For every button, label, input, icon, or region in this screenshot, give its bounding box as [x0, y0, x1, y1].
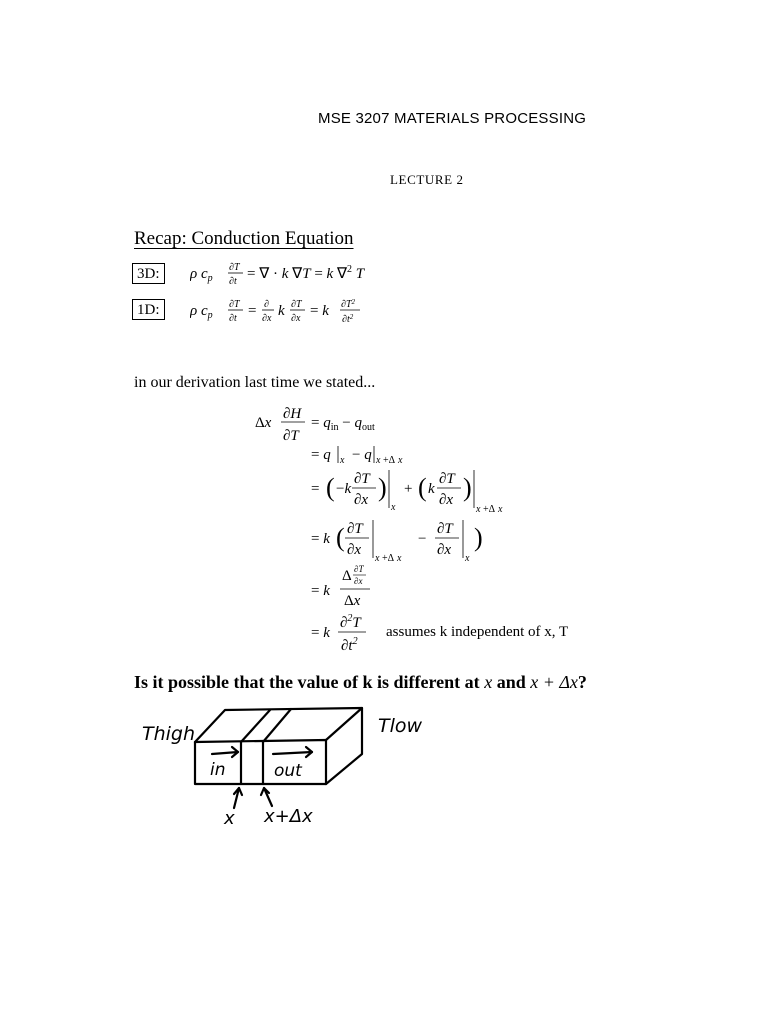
svg-text:∂2T: ∂$^2$T: [340, 613, 361, 631]
question-part: ?: [577, 672, 587, 692]
svg-text:ρ cp: ρ $c_p$: [190, 303, 213, 321]
derivation-equations: [250, 400, 550, 660]
svg-text:k: k: [278, 303, 285, 319]
svg-text:(: (: [418, 473, 427, 502]
svg-text:−k: −k: [336, 481, 352, 497]
svg-text:∂T: ∂T: [439, 471, 455, 487]
svg-text:+Δ: +Δ: [483, 504, 496, 515]
label-1d: 1D:: [132, 299, 165, 320]
svg-text:∂x: ∂x: [347, 542, 362, 558]
svg-text:+Δ: +Δ: [383, 455, 396, 466]
svg-text:∂T: ∂T: [354, 564, 364, 574]
svg-text:∂t: ∂t: [229, 313, 237, 324]
svg-text:x: x: [397, 553, 402, 564]
svg-text:∂T: ∂T: [437, 521, 453, 537]
label-t-low: Tlow: [378, 715, 423, 737]
svg-text:k: k: [428, 481, 435, 497]
question-text: [134, 672, 587, 693]
svg-text:x: x: [498, 504, 503, 515]
label-x-plus-dx: x+Δx: [264, 806, 313, 827]
svg-text:+: +: [404, 481, 413, 497]
svg-text:∂: ∂: [264, 299, 269, 310]
svg-text:x: x: [476, 504, 481, 515]
svg-text:∂x: ∂x: [354, 492, 369, 508]
equation-3d: [190, 259, 420, 289]
svg-text:Δx: Δx: [255, 415, 272, 431]
svg-text:∂T: ∂T: [229, 299, 240, 310]
svg-text:(: (: [336, 523, 345, 552]
svg-text:x: x: [465, 553, 470, 564]
svg-text:=: =: [248, 303, 257, 319]
svg-text:(: (: [326, 473, 335, 502]
svg-text:x: x: [391, 502, 396, 513]
svg-text:Δ: Δ: [342, 568, 352, 584]
svg-text:=: =: [311, 481, 320, 497]
svg-text:∂x: ∂x: [354, 576, 363, 586]
svg-text:+Δ: +Δ: [382, 553, 395, 564]
svg-text:− q: − q: [352, 447, 372, 463]
question-x: x: [484, 672, 493, 692]
svg-text:x: x: [375, 553, 380, 564]
svg-text:= qin − qout: = $q_{in} - q_{out}$: [311, 415, 375, 433]
svg-text:∂x: ∂x: [439, 492, 454, 508]
svg-text:∂H: ∂H: [283, 406, 302, 422]
label-t-high: Thigh: [142, 723, 196, 745]
lecture-number: LECTURE 2: [390, 172, 464, 187]
svg-text:= k: = k: [311, 531, 330, 547]
svg-text:∂T: ∂T: [283, 428, 299, 444]
svg-text:ρ cp: ρ $c_p$: [190, 266, 213, 284]
svg-text:∂t2: $\partial t^2$: [342, 313, 354, 325]
svg-text:= k: = k: [311, 583, 330, 599]
equation-1d: [190, 296, 420, 330]
svg-text:): ): [474, 523, 483, 552]
svg-text:∂T: ∂T: [354, 471, 370, 487]
label-out: out: [274, 761, 302, 781]
question-part: and: [492, 672, 531, 692]
svg-text:∂x: ∂x: [291, 313, 301, 324]
svg-text:): ): [463, 473, 472, 502]
derivation-intro: in our derivation last time we stated...: [134, 374, 376, 391]
svg-text:= ∇ · k ∇T = k ∇2 T: = ∇ · k ∇T = k ∇$^2$ T: [247, 264, 365, 282]
svg-text:= k: = k: [311, 625, 330, 641]
svg-text:= q: = q: [311, 447, 331, 463]
svg-text:x: x: [340, 455, 345, 466]
svg-text:∂t2: $\partial t^2$: [341, 636, 358, 654]
svg-text:= k: = k: [310, 303, 329, 319]
assumption-note: assumes k independent of x, T: [386, 624, 569, 640]
svg-text:∂T: ∂T: [291, 299, 302, 310]
recap-heading: Recap: Conduction Equation: [134, 228, 354, 249]
svg-text:x: x: [398, 455, 403, 466]
svg-text:): ): [378, 473, 387, 502]
slab-sketch: [140, 698, 440, 828]
question-part: Is it possible that the value of k is different at: [134, 672, 485, 692]
label-x: x: [224, 808, 235, 828]
label-3d: 3D:: [132, 263, 165, 284]
svg-text:∂T2: $\partial T^2$: [341, 298, 356, 310]
svg-text:∂t: ∂t: [229, 276, 237, 287]
label-in: in: [210, 760, 226, 780]
course-title: MSE 3207 MATERIALS PROCESSING: [318, 110, 587, 127]
svg-text:−: −: [418, 531, 427, 547]
svg-text:∂T: ∂T: [229, 262, 240, 273]
svg-text:∂T: ∂T: [347, 521, 363, 537]
svg-text:x: x: [376, 455, 381, 466]
svg-text:∂x: ∂x: [262, 313, 272, 324]
question-x-plus-dx: x + Δx: [530, 672, 578, 692]
svg-text:Δx: Δx: [344, 593, 361, 609]
svg-text:∂x: ∂x: [437, 542, 452, 558]
